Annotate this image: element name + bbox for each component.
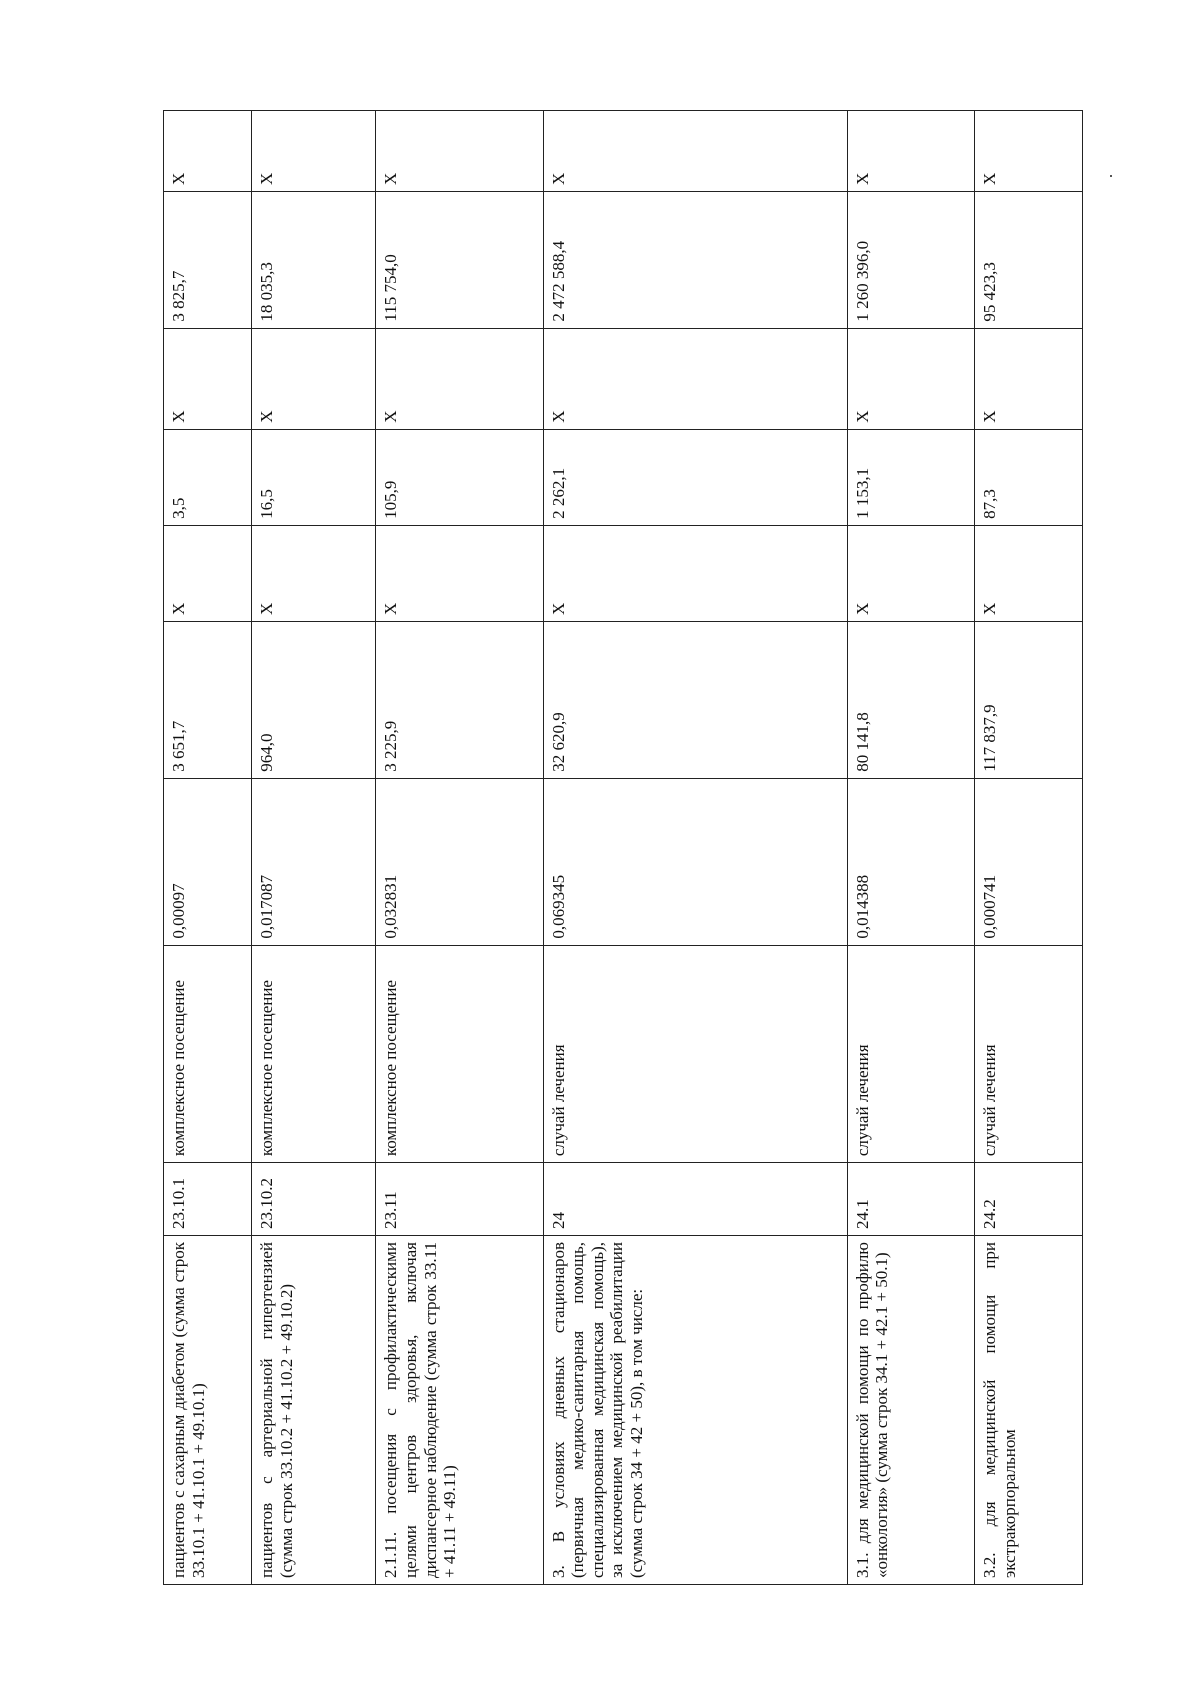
cell-name: пациентов с артериальной гипертензией (сумма строк 33.10.2 + 41.10.2 + 49.10.2) — [252, 1235, 376, 1584]
cell-x2: X — [975, 328, 1083, 429]
cell-unit: случай лечения — [543, 945, 847, 1163]
cell-x2: X — [543, 328, 847, 429]
cell-name: 3. В условиях дневных стационаров (первичная медико-санитарная помощь, специализированная медицинская помощь), за исключением медицинской реабилитации (сумма строк 34 + 42 + 50), в том числе: — [543, 1235, 847, 1584]
table-row — [164, 111, 252, 1585]
cell-x2: X — [847, 328, 974, 429]
cell-cost: 80 141,8 — [847, 621, 974, 778]
cell-cost: 3 225,9 — [376, 621, 543, 778]
cell-total: 3 825,7 — [164, 192, 252, 329]
cell-per-capita: 87,3 — [975, 429, 1083, 525]
cell-unit: комплексное посещение — [252, 945, 376, 1163]
cell-code: 23.10.1 — [164, 1163, 252, 1236]
cell-x1: X — [376, 525, 543, 621]
cell-x1: X — [847, 525, 974, 621]
table-row — [543, 111, 847, 1585]
cell-per-capita: 16,5 — [252, 429, 376, 525]
cell-total: 18 035,3 — [252, 192, 376, 329]
cell-x1: X — [543, 525, 847, 621]
cell-per-capita: 2 262,1 — [543, 429, 847, 525]
cell-cost: 964,0 — [252, 621, 376, 778]
cell-name: 3.2. для медицинской помощи при экстракорпоральном — [975, 1235, 1083, 1584]
cell-code: 24.2 — [975, 1163, 1083, 1236]
cell-norm: 0,000741 — [975, 778, 1083, 945]
cell-x3: X — [975, 111, 1083, 192]
cell-name: 2.1.11. посещения с профилактическими целями центров здоровья, включая диспансерное наблюдение (сумма строк 33.11 + 41.11 + 49.11) — [376, 1235, 543, 1584]
cell-unit: комплексное посещение — [376, 945, 543, 1163]
cell-per-capita: 105,9 — [376, 429, 543, 525]
table-row — [975, 111, 1083, 1585]
cell-code: 24.1 — [847, 1163, 974, 1236]
cell-x1: X — [252, 525, 376, 621]
cell-x3: X — [543, 111, 847, 192]
cell-total: 1 260 396,0 — [847, 192, 974, 329]
cell-cost: 117 837,9 — [975, 621, 1083, 778]
cell-norm: 0,032831 — [376, 778, 543, 945]
cell-x1: X — [164, 525, 252, 621]
cell-name: пациентов с сахарным диабетом (сумма строк 33.10.1 + 41.10.1 + 49.10.1) — [164, 1235, 252, 1584]
cell-code: 23.11 — [376, 1163, 543, 1236]
cell-per-capita: 3,5 — [164, 429, 252, 525]
table-row — [252, 111, 376, 1585]
cell-per-capita: 1 153,1 — [847, 429, 974, 525]
cell-x3: X — [164, 111, 252, 192]
cell-cost: 3 651,7 — [164, 621, 252, 778]
cell-x1: X — [975, 525, 1083, 621]
cell-name: 3.1. для медицинской помощи по профилю «онкология» (сумма строк 34.1 + 42.1 + 50.1) — [847, 1235, 974, 1584]
medical-care-norms-table — [163, 110, 1083, 1585]
cell-cost: 32 620,9 — [543, 621, 847, 778]
cell-code: 23.10.2 — [252, 1163, 376, 1236]
table-row — [847, 111, 974, 1585]
cell-unit: комплексное посещение — [164, 945, 252, 1163]
cell-norm: 0,017087 — [252, 778, 376, 945]
cell-norm: 0,014388 — [847, 778, 974, 945]
scan-speck — [1110, 175, 1112, 177]
cell-x3: X — [376, 111, 543, 192]
cell-x3: X — [252, 111, 376, 192]
cell-total: 95 423,3 — [975, 192, 1083, 329]
cell-norm: 0,069345 — [543, 778, 847, 945]
cell-x2: X — [164, 328, 252, 429]
cell-x3: X — [847, 111, 974, 192]
cell-norm: 0,00097 — [164, 778, 252, 945]
cell-x2: X — [376, 328, 543, 429]
cell-unit: случай лечения — [975, 945, 1083, 1163]
table-row — [376, 111, 543, 1585]
cell-total: 115 754,0 — [376, 192, 543, 329]
cell-total: 2 472 588,4 — [543, 192, 847, 329]
cell-code: 24 — [543, 1163, 847, 1236]
rotated-table-wrapper — [163, 110, 1083, 1585]
cell-x2: X — [252, 328, 376, 429]
cell-unit: случай лечения — [847, 945, 974, 1163]
